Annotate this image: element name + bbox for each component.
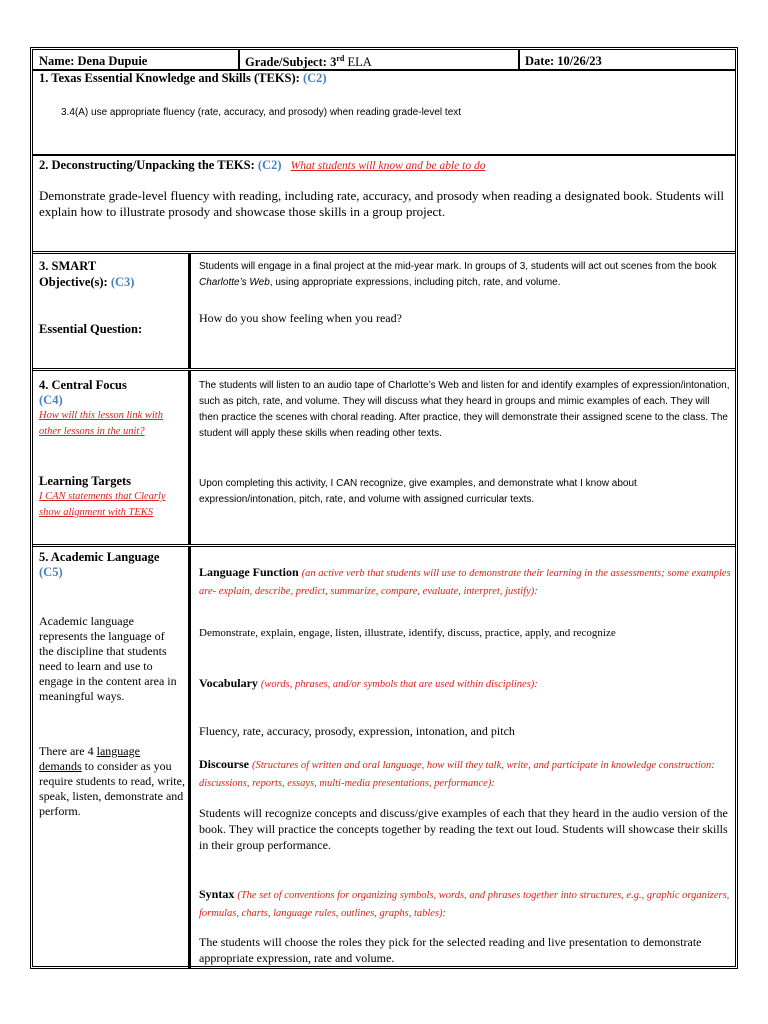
lesson-plan-sheet [30, 47, 738, 969]
vocabulary: Vocabulary (words, phrases, and/or symbols that are used within disciplines): [199, 676, 538, 690]
section1-rule [33, 154, 735, 156]
header-divider-2 [518, 50, 520, 69]
language-function-text: Demonstrate, explain, engage, listen, illustrate, identify, discuss, practice, apply, and recognize [199, 627, 616, 639]
section2-text: Demonstrate grade-level fluency with reading, including rate, accuracy, and prosody when reading a designated book. Students will explain how to illustrate prosody and showcase those skills in a group project. [39, 188, 725, 219]
name-field: Name: Dena Dupuie [39, 54, 148, 68]
section1-title: 1. Texas Essential Knowledge and Skills (TEKS): (C2) [39, 71, 327, 85]
header-divider-1 [238, 50, 240, 69]
section3-objective-text: Students will engage in a final project at the mid-year mark. In groups of 3, students will act out scenes from the book Charlotte’s Web, using appropriate expressions, including pitch, rate, and volume. [199, 261, 717, 288]
section3-divider [188, 254, 191, 368]
date-field: Date: 10/26/23 [525, 54, 602, 68]
language-demands-note: There are 4 language demands to consider as you require students to read, write, speak, listen, demonstrate and perform. [39, 744, 185, 818]
section4-label: 4. Central Focus (C4) How will this lesson link with other lessons in the unit? [39, 378, 163, 437]
academic-language-description: Academic language represents the language of the discipline that students need to learn and use to engage in the content area in meaningful ways. [39, 614, 177, 703]
essential-question-label: Essential Question: [39, 322, 143, 336]
section5-label: 5. Academic Language (C5) [39, 550, 160, 579]
grade-subject-field: Grade/Subject: 3rd ELA [245, 54, 372, 70]
language-function: Language Function (an active verb that students will use to demonstrate their learning in the assessments; some examples are- explain, describe, predict, summarize, compare, evaluate, interpret, justify): [199, 565, 731, 597]
vocabulary-text: Fluency, rate, accuracy, prosody, expression, intonation, and pitch [199, 724, 515, 738]
section4-divider [188, 371, 191, 544]
section2-rule [33, 251, 735, 257]
section5-divider [188, 547, 191, 969]
discourse: Discourse (Structures of written and oral language, how will they talk, write, and participate in knowledge construction: discussions, reports, essays, multi-media presentations, performance): [199, 757, 715, 789]
syntax: Syntax (The set of conventions for organizing symbols, words, and phrases together into structures, e.g., graphic organizers, formulas, charts, language rules, outlines, graphs, tables): [199, 887, 730, 919]
section3-rule [33, 368, 735, 374]
central-focus-text: The students will listen to an audio tape of Charlotte’s Web and listen for and identify examples of expression/intonation, such as pitch, rate, and volume. They will discuss what they heard in groups and mimic examples of each. They will then practice the scenes with choral reading. After practice, they will demonstrate their assigned scene to the class. The student will apply these skills when reading other texts. [199, 380, 730, 439]
section2-title: 2. Deconstructing/Unpacking the TEKS: (C2) What students will know and be able to do [39, 158, 486, 172]
learning-targets-label: Learning Targets I CAN statements that Clearly show alignment with TEKS [39, 474, 166, 518]
syntax-text: The students will choose the roles they pick for the selected reading and live presentation to demonstrate appropriate expression, rate and volume. [199, 935, 702, 965]
essential-question-text: How do you show feeling when you read? [199, 311, 402, 325]
discourse-text: Students will recognize concepts and discuss/give examples of each that they heard in the audio version of the book. They will practice the concepts together by reading the text out loud. Students will showcase their skills in their group performance. [199, 806, 728, 852]
section1-teks-text: 3.4(A) use appropriate fluency (rate, accuracy, and prosody) when reading grade-level text [61, 107, 462, 118]
learning-targets-text: Upon completing this activity, I CAN recognize, give examples, and demonstrate what I know about expression/intonation, pitch, rate, and volume with assigned curricular texts. [199, 478, 637, 505]
section3-label: 3. SMART Objective(s): (C3) [39, 259, 135, 289]
